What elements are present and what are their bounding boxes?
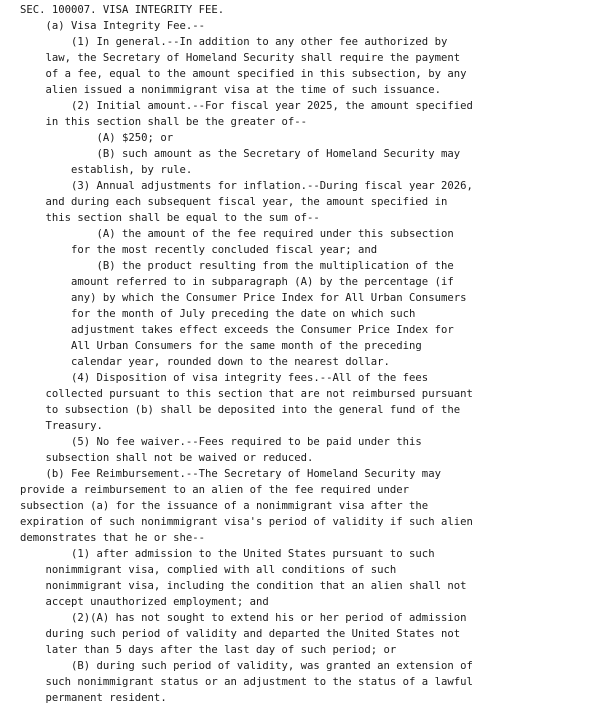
- text-line: (2)(A) has not sought to extend his or her period of admission: [20, 612, 467, 624]
- text-line: such nonimmigrant status or an adjustment to the status of a lawful: [20, 676, 473, 688]
- text-line: provide a reimbursement to an alien of the fee required under: [20, 484, 410, 496]
- text-line: subsection (a) for the issuance of a nonimmigrant visa after the: [20, 500, 429, 512]
- text-line: (B) during such period of validity, was granted an extension of: [20, 660, 473, 672]
- text-line: (A) the amount of the fee required under this subsection: [20, 228, 454, 240]
- text-line: nonimmigrant visa, complied with all conditions of such: [20, 564, 397, 576]
- text-line: of a fee, equal to the amount specified in this subsection, by any: [20, 68, 467, 80]
- text-line: (b) Fee Reimbursement.--The Secretary of Homeland Security may: [20, 468, 441, 480]
- text-line: demonstrates that he or she--: [20, 532, 205, 544]
- text-line: permanent resident.: [20, 692, 167, 704]
- text-line: (B) such amount as the Secretary of Homeland Security may: [20, 148, 461, 160]
- text-line: establish, by rule.: [20, 164, 193, 176]
- text-line: adjustment takes effect exceeds the Consumer Price Index for: [20, 324, 454, 336]
- text-line: (2) Initial amount.--For fiscal year 2025, the amount specified: [20, 100, 473, 112]
- text-line: (A) $250; or: [20, 132, 174, 144]
- text-line: Treasury.: [20, 420, 103, 432]
- text-line: in this section shall be the greater of--: [20, 116, 308, 128]
- text-line: expiration of such nonimmigrant visa's period of validity if such alien: [20, 516, 473, 528]
- text-line: amount referred to in subparagraph (A) by the percentage (if: [20, 276, 454, 288]
- text-line: law, the Secretary of Homeland Security shall require the payment: [20, 52, 461, 64]
- text-line: for the most recently concluded fiscal year; and: [20, 244, 378, 256]
- text-line: later than 5 days after the last day of such period; or: [20, 644, 397, 656]
- text-line: (B) the product resulting from the multiplication of the: [20, 260, 454, 272]
- text-line: (a) Visa Integrity Fee.--: [20, 20, 205, 32]
- text-line: (4) Disposition of visa integrity fees.--All of the fees: [20, 372, 429, 384]
- text-line: (3) Annual adjustments for inflation.--During fiscal year 2026,: [20, 180, 473, 192]
- text-line: nonimmigrant visa, including the condition that an alien shall not: [20, 580, 467, 592]
- text-line: (1) In general.--In addition to any other fee authorized by: [20, 36, 448, 48]
- text-line: (1) after admission to the United States pursuant to such: [20, 548, 435, 560]
- text-line: accept unauthorized employment; and: [20, 596, 269, 608]
- text-line: this section shall be equal to the sum of--: [20, 212, 320, 224]
- text-line: to subsection (b) shall be deposited into the general fund of the: [20, 404, 461, 416]
- text-line: All Urban Consumers for the same month of the preceding: [20, 340, 422, 352]
- text-line: and during each subsequent fiscal year, the amount specified in: [20, 196, 448, 208]
- text-line: during such period of validity and departed the United States not: [20, 628, 461, 640]
- text-line: for the month of July preceding the date on which such: [20, 308, 416, 320]
- text-line: subsection shall not be waived or reduced.: [20, 452, 314, 464]
- text-line: (5) No fee waiver.--Fees required to be paid under this: [20, 436, 422, 448]
- text-line: collected pursuant to this section that are not reimbursed pursuant: [20, 388, 473, 400]
- section-heading: SEC. 100007. VISA INTEGRITY FEE.: [20, 4, 225, 16]
- text-line: calendar year, rounded down to the nearest dollar.: [20, 356, 390, 368]
- text-line: any) by which the Consumer Price Index for All Urban Consumers: [20, 292, 467, 304]
- text-line: alien issued a nonimmigrant visa at the time of such issuance.: [20, 84, 441, 96]
